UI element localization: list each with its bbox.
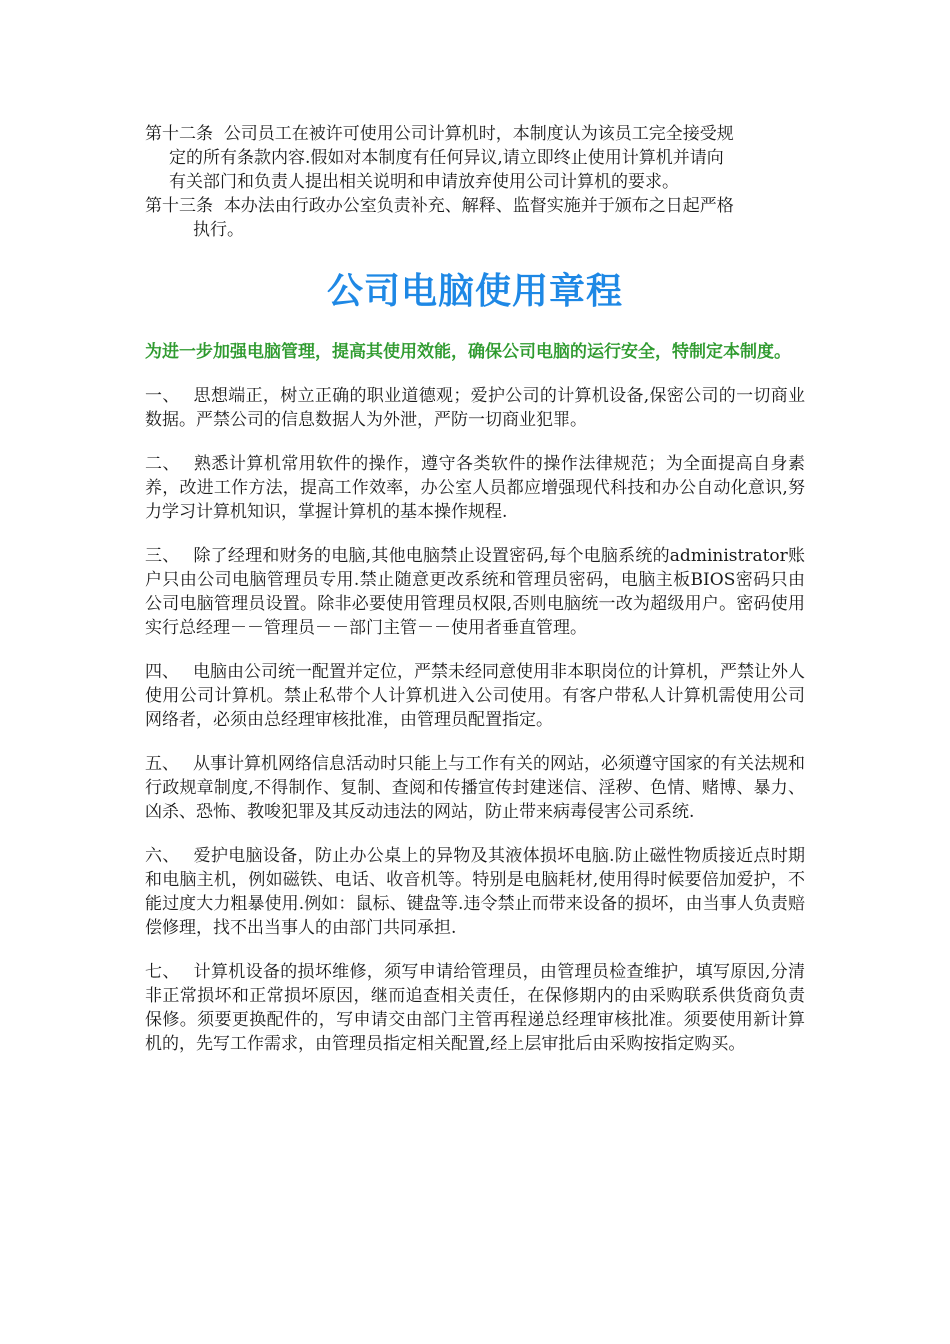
section-text: 思想端正，树立正确的职业道德观；爱护公司的计算机设备,保密公司的一切商业数据。严禁公司的信息数据人为外泄，严防一切商业犯罪。 bbox=[145, 386, 806, 430]
article-13-line-1 bbox=[145, 194, 805, 218]
document-title: 公司电脑使用章程 bbox=[326, 271, 623, 312]
article-12-line-3: 有关部门和负责人提出相关说明和申请放弃使用公司计算机的要求。 bbox=[169, 172, 679, 192]
article-12-label: 第十二条 bbox=[145, 124, 213, 144]
document-page bbox=[145, 122, 805, 1076]
section-number: 二、 bbox=[145, 454, 180, 474]
section-5 bbox=[145, 752, 805, 824]
article-12-text-1: 公司员工在被许可使用公司计算机时，本制度认为该员工完全接受规 bbox=[223, 124, 734, 144]
section-text: 熟悉计算机常用软件的操作，遵守各类软件的操作法律规范；为全面提高自身素养，改进工作方法，提高工作效率，办公室人员都应增强现代科技和办公自动化意识,努力学习计算机知识，掌握计算机的基本操作规程. bbox=[145, 454, 806, 522]
article-12-line-1 bbox=[145, 122, 805, 146]
intro-paragraph: 为进一步加强电脑管理，提高其使用效能，确保公司电脑的运行安全，特制定本制度。 bbox=[145, 342, 791, 362]
section-4 bbox=[145, 660, 805, 732]
article-13-label: 第十三条 bbox=[145, 196, 213, 216]
article-12-line-2: 定的所有条款内容.假如对本制度有任何异议,请立即终止使用计算机并请向 bbox=[169, 148, 724, 168]
section-number: 六、 bbox=[145, 846, 180, 866]
section-text: 从事计算机网络信息活动时只能上与工作有关的网站，必须遵守国家的有关法规和行政规章制度,不得制作、复制、查阅和传播宣传封建迷信、淫秽、色情、赌博、暴力、凶杀、恐怖、教唆犯罪及其反动违法的网站，防止带来病毒侵害公司系统. bbox=[145, 754, 805, 822]
section-number: 三、 bbox=[145, 546, 180, 566]
article-13-line-2: 执行。 bbox=[193, 220, 244, 240]
section-number: 四、 bbox=[145, 662, 179, 682]
article-13-text-1: 本办法由行政办公室负责补充、解释、监督实施并于颁布之日起严格 bbox=[223, 196, 734, 216]
section-number: 一、 bbox=[145, 386, 180, 406]
section-2 bbox=[145, 452, 805, 524]
section-6 bbox=[145, 844, 805, 940]
section-number: 五、 bbox=[145, 754, 179, 774]
section-text: 电脑由公司统一配置并定位，严禁未经同意使用非本职岗位的计算机，严禁让外人使用公司计算机。禁止私带个人计算机进入公司使用。有客户带私人计算机需使用公司网络者，必须由总经理审核批准，由管理员配置指定。 bbox=[145, 662, 805, 730]
section-number: 七、 bbox=[145, 962, 180, 982]
section-3 bbox=[145, 544, 805, 640]
section-1 bbox=[145, 384, 805, 432]
section-text: 计算机设备的损坏维修，须写申请给管理员，由管理员检查维护，填写原因,分清非正常损坏和正常损坏原因，继而追查相关责任，在保修期内的由采购联系供货商负责保修。须要更换配件的，写申请交由部门主管再程递总经理审核批准。须要使用新计算机的，先写工作需求，由管理员指定相关配置,经上层审批后由采购按指定购买。 bbox=[145, 962, 806, 1054]
section-text: 爱护电脑设备，防止办公桌上的异物及其液体损坏电脑.防止磁性物质接近点时期和电脑主机，例如磁铁、电话、收音机等。特别是电脑耗材,使用得时候要倍加爱护，不能过度大力粗暴使用.例如：鼠标、键盘等.违令禁止而带来设备的损坏，由当事人负责赔偿修理，找不出当事人的由部门共同承担. bbox=[145, 846, 806, 938]
sections-list bbox=[145, 384, 805, 1056]
section-text: 除了经理和财务的电脑,其他电脑禁止设置密码,每个电脑系统的administrator账户只由公司电脑管理员专用.禁止随意更改系统和管理员密码，电脑主板BIOS密码只由公司电脑管理员设置。除非必要使用管理员权限,否则电脑统一改为超级用户。密码使用实行总经理－－管理员－－部门主管－－使用者垂直管理。 bbox=[145, 546, 805, 638]
section-7 bbox=[145, 960, 805, 1056]
